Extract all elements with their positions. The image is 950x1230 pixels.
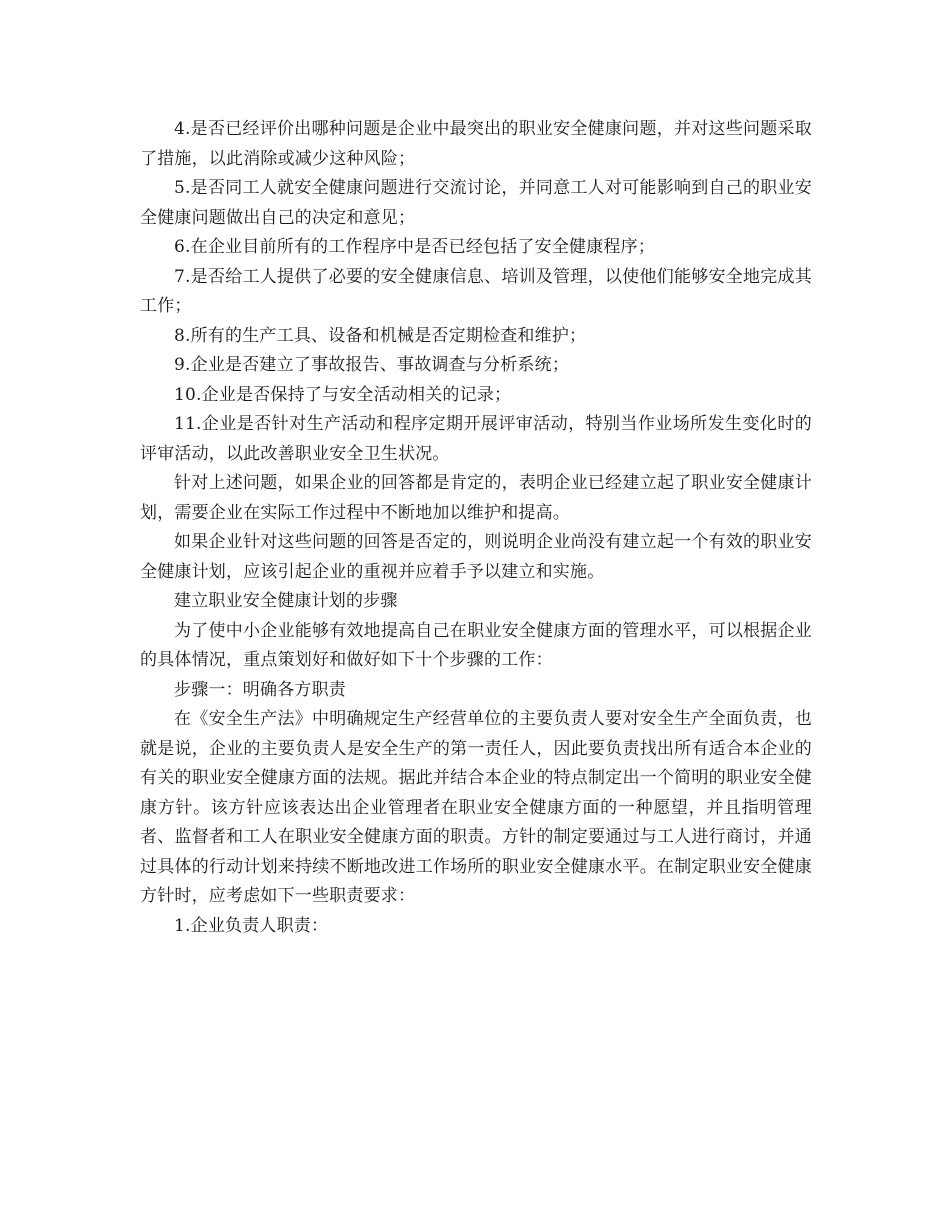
paragraph-item-9: 9.企业是否建立了事故报告、事故调查与分析系统； (174, 355, 570, 375)
paragraph-item-7: 7.是否给工人提供了必要的安全健康信息、培训及管理，以使他们能够安全地完成其工作； (140, 266, 812, 316)
section-heading-steps: 建立职业安全健康计划的步骤 (174, 591, 398, 611)
paragraph-affirmative: 针对上述问题，如果企业的回答都是肯定的，表明企业已经建立起了职业安全健康计划，需要企业在实际工作过程中不断地加以维护和提高。 (140, 473, 812, 523)
paragraph-item-4: 4.是否已经评价出哪种问题是企业中最突出的职业安全健康问题，并对这些问题采取了措施，以此消除或减少这种风险； (140, 119, 812, 169)
step-heading-one: 步骤一：明确各方职责 (174, 679, 346, 700)
paragraph-steps-intro: 为了使中小企业能够有效地提高自己在职业安全健康方面的管理水平，可以根据企业的具体情况，重点策划好和做好如下十个步骤的工作： (140, 620, 812, 670)
paragraph-item-8: 8.所有的生产工具、设备和机械是否定期检查和维护； (174, 325, 587, 346)
paragraph-negative: 如果企业针对这些问题的回答是否定的，则说明企业尚没有建立起一个有效的职业安全健康计划，应该引起企业的重视并应着手予以建立和实施。 (140, 532, 812, 582)
paragraph-item-6: 6.在企业目前所有的工作程序中是否已经包括了安全健康程序； (174, 237, 656, 257)
paragraph-item-5: 5.是否同工人就安全健康问题进行交流讨论，并同意工人对可能影响到自己的职业安全健康问题做出自己的决定和意见； (140, 178, 812, 228)
document-body (140, 115, 812, 941)
paragraph-safety-law: 在《安全生产法》中明确规定生产经营单位的主要负责人要对安全生产全面负责，也就是说，企业的主要负责人是安全生产的第一责任人，因此要负责找出所有适合本企业的有关的职业安全健康方面的法规。据此并结合本企业的特点制定出一个简明的职业安全健康方针。该方针应该表达出企业管理者在职业安全健康方面的一种愿望，并且指明管理者、监督者和工人在职业安全健康方面的职责。方针的制定要通过与工人进行商讨，并通过具体的行动计划来持续不断地改进工作场所的职业安全健康水平。在制定职业安全健康方针时，应考虑如下一些职责要求： (140, 709, 812, 906)
paragraph-item-11: 11.企业是否针对生产活动和程序定期开展评审活动，特别当作业场所发生变化时的评审活动，以此改善职业安全卫生状况。 (140, 414, 812, 464)
paragraph-leader-duties: 1.企业负责人职责： (174, 915, 329, 936)
paragraph-item-10: 10.企业是否保持了与安全活动相关的记录； (174, 384, 512, 405)
